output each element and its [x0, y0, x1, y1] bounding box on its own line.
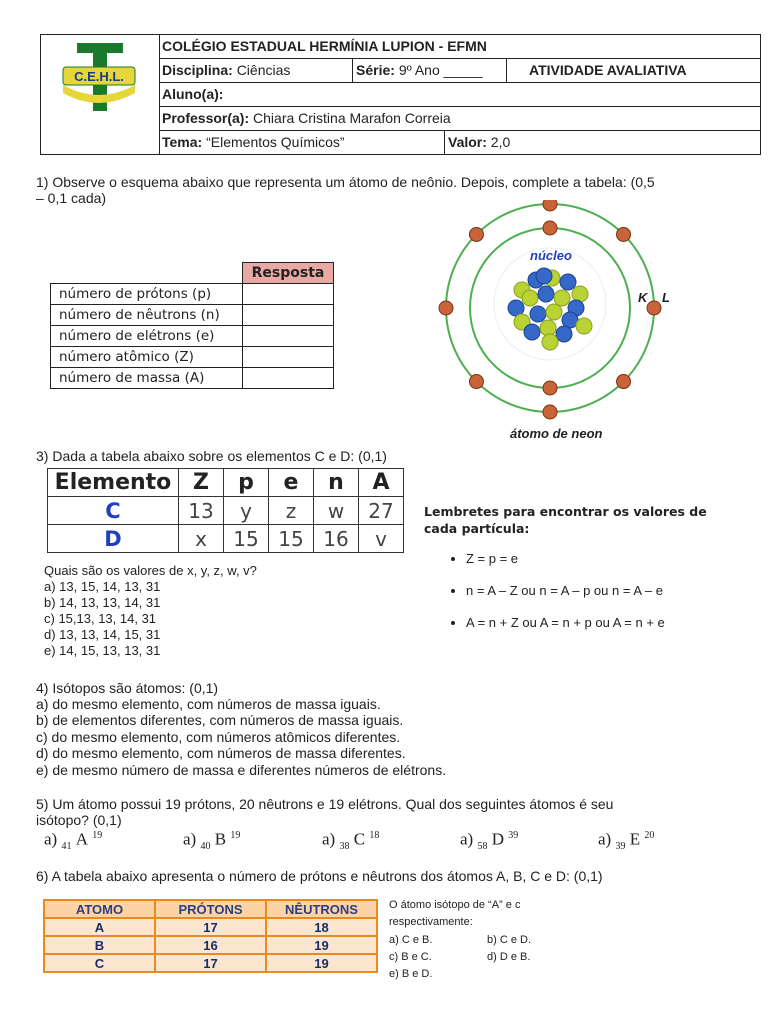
reminder-item: • n = A – Z ou n = A – p ou n = A – e [466, 583, 665, 598]
header-row-disciplina [159, 59, 760, 83]
q5-option-c[interactable] [322, 828, 379, 855]
header-row-tema [159, 131, 760, 155]
q1-row-label: número de elétrons (e) [51, 326, 243, 347]
q3-option[interactable]: a) 13, 15, 14, 13, 31 [44, 579, 161, 594]
q6-header-cell: PRÓTONS [155, 900, 266, 918]
valor-label: Valor: [448, 134, 487, 150]
q5-mass: 58 [477, 841, 488, 853]
q6-cell: 17 [155, 954, 266, 972]
q5-option-prefix: a) [598, 829, 612, 849]
q3-cell: v [359, 525, 404, 553]
q1-row-label: número de prótons (p) [51, 284, 243, 305]
logo-text: C.E.H.L. [74, 69, 124, 84]
q3-cell: w [314, 497, 359, 525]
aluno-label: Aluno(a): [162, 86, 224, 102]
proton [524, 324, 540, 340]
proton [530, 306, 546, 322]
q6-cell: 19 [266, 936, 377, 954]
q3-header-cell: e [269, 469, 314, 497]
q3-cell: x [179, 525, 224, 553]
q3-header-cell: n [314, 469, 359, 497]
q6-text: 6) A tabela abaixo apresenta o número de prótons e nêutrons dos átomos A, B, C e D: (0,1) [36, 868, 603, 884]
q3-option[interactable]: d) 13, 13, 14, 15, 31 [44, 627, 161, 642]
disciplina-label: Disciplina: [162, 62, 233, 78]
electron [543, 405, 557, 419]
electron [617, 227, 631, 241]
q5-option-b[interactable] [183, 828, 240, 855]
q6-side-line2: respectivamente: [389, 916, 473, 928]
q1-answer-cell[interactable] [243, 305, 334, 326]
electron [543, 381, 557, 395]
q5-symbol: C [353, 829, 366, 849]
q5-symbol: B [214, 829, 227, 849]
q3-option[interactable]: e) 14, 15, 13, 13, 31 [44, 643, 161, 658]
q4-option[interactable]: a) do mesmo elemento, com números de massa iguais. [36, 696, 381, 712]
q3-header-cell: A [359, 469, 404, 497]
q1-answer-cell[interactable] [243, 284, 334, 305]
q3-cell: 16 [314, 525, 359, 553]
q4-text: 4) Isótopos são átomos: (0,1) [36, 680, 219, 696]
q5-text-line2: isótopo? (0,1) [36, 812, 122, 828]
q5-symbol: A [75, 829, 88, 849]
q5-option-e[interactable] [598, 828, 654, 855]
shell-k-label: K [638, 290, 648, 305]
proton [556, 326, 572, 342]
q1-row-label: número atômico (Z) [51, 347, 243, 368]
electron [617, 375, 631, 389]
q4-option[interactable]: e) de mesmo número de massa e diferentes números de elétrons. [36, 762, 447, 778]
q5-atomic: 20 [644, 830, 655, 841]
q3-cell: z [269, 497, 314, 525]
q6-cell: 19 [266, 954, 377, 972]
q6-option[interactable]: a) C e B. [389, 934, 433, 946]
serie-label: Série: [356, 62, 395, 78]
q6-cell: 17 [155, 918, 266, 936]
electron [543, 200, 557, 211]
q6-cell: C [44, 954, 155, 972]
shell-l-label: L [662, 290, 670, 305]
q3-header-cell: p [224, 469, 269, 497]
activity-title: ATIVIDADE AVALIATIVA [506, 59, 760, 82]
q6-option[interactable]: d) D e B. [487, 951, 531, 963]
q6-header-cell: NÊUTRONS [266, 900, 377, 918]
q5-mass: 38 [339, 841, 350, 853]
q1-text-line2: – 0,1 cada) [36, 190, 107, 206]
neutron [554, 290, 570, 306]
q4-option[interactable]: b) de elementos diferentes, com números de massa iguais. [36, 712, 404, 728]
neon-atom-diagram [400, 200, 690, 450]
q6-table [43, 899, 378, 973]
q1-row-label: número de nêutrons (n) [51, 305, 243, 326]
header-row-aluno [159, 83, 760, 107]
q6-cell: B [44, 936, 155, 954]
q1-answer-cell[interactable] [243, 347, 334, 368]
q1-text-line1: 1) Observe o esquema abaixo que representa um átomo de neônio. Depois, complete a tabela: (0,5 [36, 174, 655, 190]
reminders-list [444, 551, 665, 647]
q3-cell: 13 [179, 497, 224, 525]
q6-header-cell: ATOMO [44, 900, 155, 918]
q3-cell: 27 [359, 497, 404, 525]
electron [647, 301, 661, 315]
electron [469, 227, 483, 241]
q3-option[interactable]: b) 14, 13, 13, 14, 31 [44, 595, 161, 610]
disciplina-value: Ciências [236, 62, 291, 78]
q6-option[interactable]: e) B e D. [389, 968, 433, 980]
q3-cell: y [224, 497, 269, 525]
reminders-title-line1: Lembretes para encontrar os valores de [424, 504, 707, 519]
q5-mass: 41 [61, 841, 72, 853]
nucleus-label: núcleo [530, 248, 572, 263]
professor-label: Professor(a): [162, 110, 250, 126]
school-name: COLÉGIO ESTADUAL HERMÍNIA LUPION - EFMN [162, 38, 487, 54]
q3-option[interactable]: c) 15,13, 13, 14, 31 [44, 611, 157, 626]
q3-question: Quais são os valores de x, y, z, w, v? [44, 563, 257, 578]
q5-atomic: 18 [369, 830, 380, 841]
q1-table [50, 262, 334, 389]
q5-atomic: 19 [92, 830, 103, 841]
serie-value: 9º Ano _____ [398, 62, 483, 78]
q5-symbol: E [629, 829, 641, 849]
reminders-title-line2: cada partícula: [424, 521, 530, 536]
q3-element-d: D [48, 525, 179, 553]
proton [538, 286, 554, 302]
professor-value: Chiara Cristina Marafon Correia [253, 110, 451, 126]
q3-text: 3) Dada a tabela abaixo sobre os elementos C e D: (0,1) [36, 448, 387, 464]
reminder-item: • Z = p = e [466, 551, 665, 566]
q6-option[interactable]: b) C e D. [487, 934, 532, 946]
proton [536, 268, 552, 284]
neutron [572, 286, 588, 302]
q5-mass: 40 [200, 841, 211, 853]
q6-cell: 18 [266, 918, 377, 936]
q6-cell: 16 [155, 936, 266, 954]
q3-cell: 15 [224, 525, 269, 553]
header-row-school [159, 35, 760, 59]
q6-option[interactable]: c) B e C. [389, 951, 432, 963]
q1-answer-cell[interactable] [243, 326, 334, 347]
tema-label: Tema: [162, 134, 203, 150]
school-logo [41, 35, 160, 154]
q1-row-label: número de massa (A) [51, 368, 243, 389]
q3-header-cell: Elemento [48, 469, 179, 497]
q4-option[interactable]: c) do mesmo elemento, com números atômicos diferentes. [36, 729, 401, 745]
q5-option-prefix: a) [322, 829, 336, 849]
q5-option-prefix: a) [460, 829, 474, 849]
q5-option-d[interactable] [460, 828, 518, 855]
valor-value: 2,0 [490, 134, 511, 150]
q3-cell: 15 [269, 525, 314, 553]
q5-option-a[interactable] [44, 828, 102, 855]
q6-cell: A [44, 918, 155, 936]
neutron [542, 334, 558, 350]
q5-atomic: 39 [508, 830, 519, 841]
q1-table-header: Resposta [243, 263, 334, 284]
q5-atomic: 19 [230, 830, 241, 841]
q5-option-prefix: a) [44, 829, 58, 849]
atom-caption: átomo de neon [510, 426, 603, 441]
q6-side-line1: O átomo isótopo de “A” e c [389, 899, 521, 911]
proton [560, 274, 576, 290]
electron [439, 301, 453, 315]
q5-text-line1: 5) Um átomo possui 19 prótons, 20 nêutrons e 19 elétrons. Qual dos seguintes átomos é seu [36, 796, 614, 812]
header-box [40, 34, 761, 155]
q4-option[interactable]: d) do mesmo elemento, com números de massa diferentes. [36, 745, 406, 761]
q5-symbol: D [491, 829, 504, 849]
q5-mass: 39 [615, 841, 626, 853]
neutron [540, 320, 556, 336]
q3-table [47, 468, 404, 553]
reminder-item: • A = n + Z ou A = n + p ou A = n + e [466, 615, 665, 630]
electron [469, 375, 483, 389]
neutron [546, 304, 562, 320]
neutron [522, 290, 538, 306]
tema-value: “Elementos Químicos” [206, 134, 345, 150]
q3-header-cell: Z [179, 469, 224, 497]
q3-element-c: C [48, 497, 179, 525]
header-row-professor [159, 107, 760, 131]
neutron [576, 318, 592, 334]
q1-answer-cell[interactable] [243, 368, 334, 389]
electron [543, 221, 557, 235]
q5-option-prefix: a) [183, 829, 197, 849]
